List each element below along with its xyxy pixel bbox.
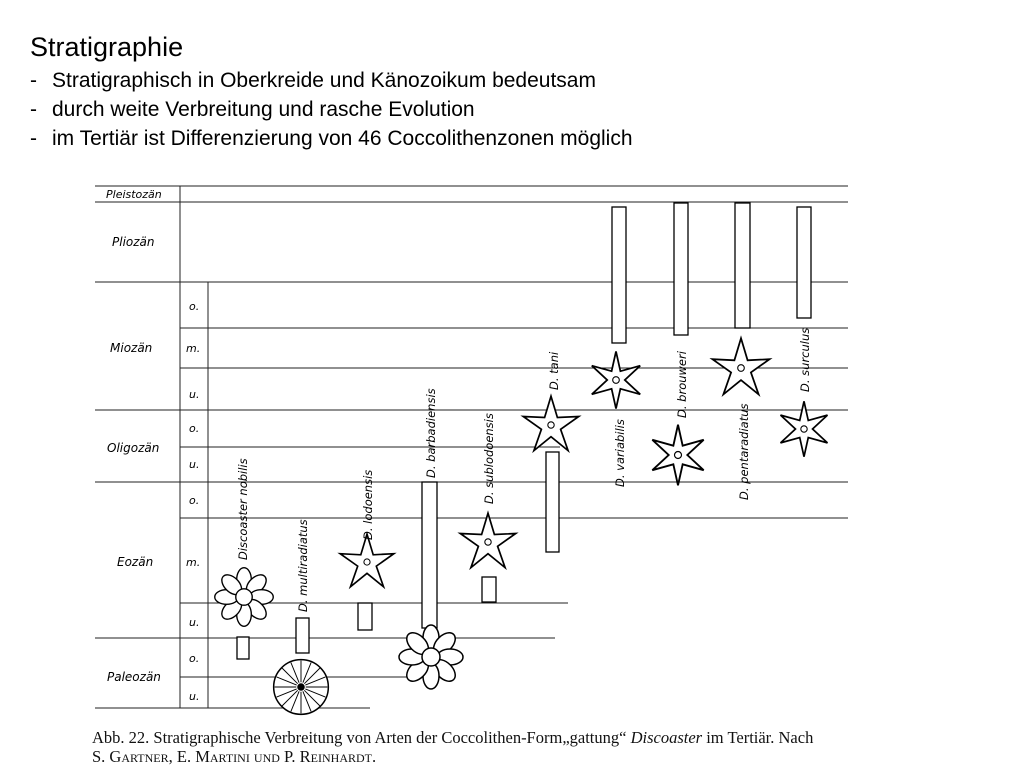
range-bar [237,637,249,659]
epoch-label-miozan: Miozän [110,341,153,355]
sub-label-paleozan-u: u. [189,690,200,703]
range-bar [358,603,372,630]
slide-title: Stratigraphie [30,32,184,62]
sub-label-oligozan-o: o. [189,422,200,435]
range-bar [735,203,750,328]
sub-label-eozan-m: m. [186,556,201,569]
caption-genus: Discoaster [630,728,703,747]
lodoensis-fossil-icon [340,534,394,587]
species-label-barbadiensis: D. barbadiensis [424,388,438,478]
range-bar [797,207,811,318]
species-label-surculus: D. surculus [798,327,812,392]
range-bar [296,618,309,653]
sublodoensis-fossil-icon [460,513,515,567]
species-label-brouweri: D. brouweri [675,351,689,418]
bullet-item: - im Tertiär ist Differenzierung von 46 Coccolithenzonen möglich [30,127,633,150]
caption-prefix: Abb. 22. [92,728,150,747]
bullet-item: - Stratigraphisch in Oberkreide und Känozoikum bedeutsam [30,69,596,92]
sub-label-miozan-o: o. [189,300,200,313]
multiradiatus-fossil-icon [274,660,329,715]
epoch-label-eozan: Eozän [117,555,154,569]
sub-label-paleozan-o: o. [189,652,200,665]
sub-label-eozan-o: o. [189,494,200,507]
range-bar [674,203,688,335]
sub-label-oligozan-u: u. [189,458,200,471]
range-bar [546,452,559,552]
bullet-text: im Tertiär ist Differenzierung von 46 Coccolithenzonen möglich [52,127,633,150]
epoch-label-pleistozan: Pleistozän [106,188,162,201]
species-label-tani: D. tani [547,351,561,390]
brouweri-fossil-icon [652,425,703,486]
range-bar [612,207,626,343]
species-label-variabilis: D. variabilis [613,419,627,487]
figure-caption [92,728,852,766]
bullet-text: Stratigraphisch in Oberkreide und Känozoikum bedeutsam [52,69,596,92]
epoch-label-pliozan: Pliozän [112,235,155,249]
species-label-multiradiatus: D. multiradiatus [296,519,310,612]
epoch-label-oligozan: Oligozän [107,441,160,455]
bullet-text: durch weite Verbreitung und rasche Evolution [52,98,475,121]
range-bar [482,577,496,602]
species-label-lodoensis: D. lodoensis [361,469,375,540]
barbadiensis-fossil-icon [399,625,463,689]
nobilis-fossil-icon [215,568,274,627]
caption-authors: S. Gartner, E. Martini und P. Reinhardt. [92,747,377,766]
species-label-pentaradiatus: D. pentaradiatus [737,403,751,500]
caption-text-1: Stratigraphische Verbreitung von Arten der Coccolithen-Form„gattung“ [149,728,631,747]
species-label-sublodoensis: D. sublodoensis [482,413,496,504]
bullet-item: - durch weite Verbreitung und rasche Evolution [30,98,475,121]
caption-text-2: im Tertiär. Nach [702,728,814,747]
pentaradiatus-fossil-icon [712,338,769,394]
variabilis-fossil-icon [592,351,640,408]
epoch-label-paleozan: Paleozän [107,670,161,684]
sub-label-miozan-m: m. [186,342,201,355]
tani-fossil-icon [523,396,578,450]
sub-label-eozan-u: u. [189,616,200,629]
species-label-nobilis: Discoaster nobilis [236,458,250,560]
range-bar [422,482,437,628]
sub-label-miozan-u: u. [189,388,200,401]
